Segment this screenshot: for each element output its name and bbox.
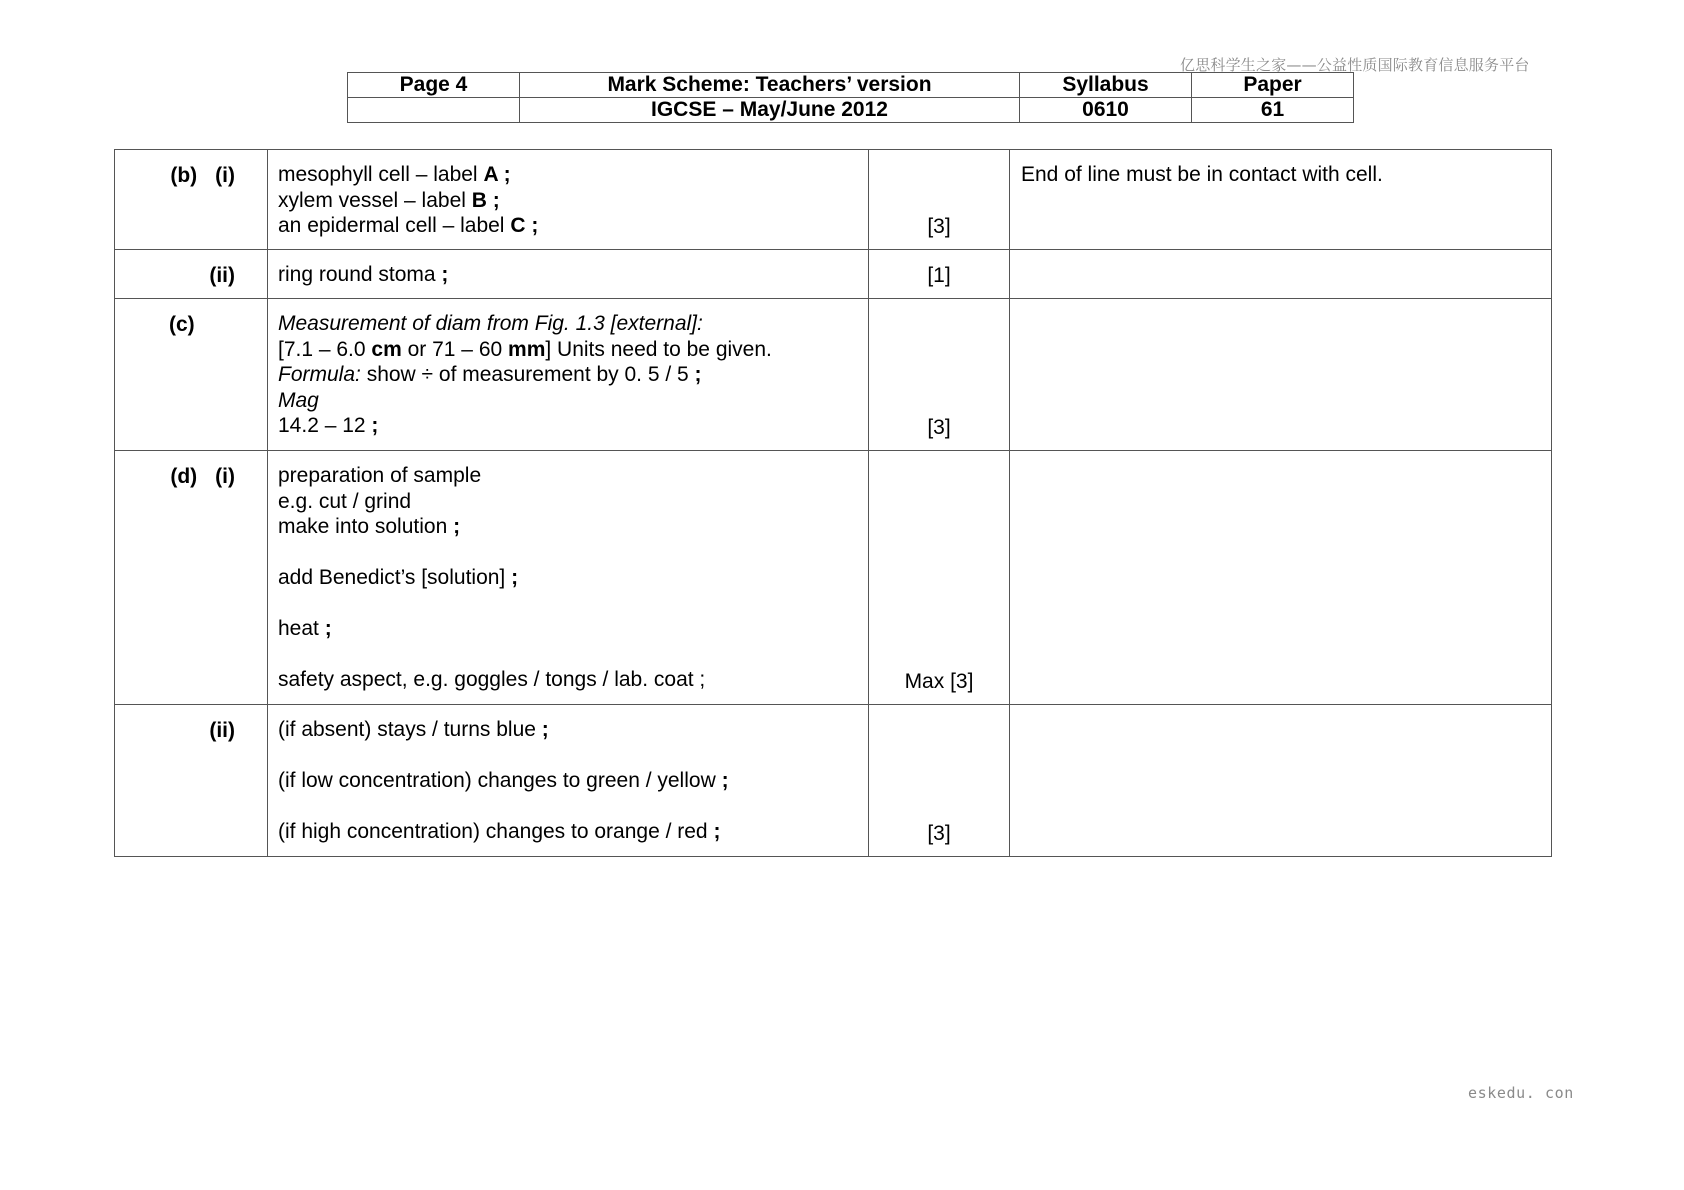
question-number xyxy=(115,705,268,857)
answer-text-bold: ; xyxy=(713,820,721,843)
spacer xyxy=(278,591,858,617)
answer-text: make into solution xyxy=(278,515,454,538)
blank-cell xyxy=(348,98,520,123)
answer-text-bold: ; xyxy=(694,363,702,386)
table-row xyxy=(115,451,1552,705)
answer-text-bold: A ; xyxy=(483,163,511,186)
watermark-top: 亿思科学生之家——公益性质国际教育信息服务平台 xyxy=(1180,56,1530,74)
answer-text-bold: ; xyxy=(324,617,332,640)
unit-mm: mm xyxy=(508,337,546,361)
question-part: (d) xyxy=(170,465,198,488)
spacer xyxy=(278,540,858,566)
guidance-cell xyxy=(1010,451,1552,705)
answer-text-italic: Mag xyxy=(278,388,319,412)
syllabus-code: 0610 xyxy=(1020,98,1192,123)
spacer xyxy=(278,642,858,668)
answer-text: or 71 – 60 xyxy=(401,337,509,361)
answer-text: heat xyxy=(278,617,325,640)
question-subpart: (ii) xyxy=(209,264,235,287)
mark-cell: [3] xyxy=(869,150,1010,250)
answer-text: ] Units need to be given. xyxy=(545,337,772,361)
guidance-cell xyxy=(1010,250,1552,299)
answer-text: (if high concentration) changes to orange / red xyxy=(278,820,714,843)
paper-number: 61 xyxy=(1192,98,1354,123)
table-row xyxy=(115,150,1552,250)
question-part: (c) xyxy=(169,313,195,336)
question-number xyxy=(115,299,268,451)
answer-cell xyxy=(268,705,869,857)
page-number: Page 4 xyxy=(348,73,520,98)
answer-text-italic: Measurement of diam from Fig. 1.3 [external]: xyxy=(278,312,703,335)
answer-text: safety aspect, e.g. goggles / tongs / lab. coat ; xyxy=(278,668,706,691)
guidance-cell xyxy=(1010,299,1552,451)
spacer xyxy=(278,794,858,820)
answer-cell xyxy=(268,299,869,451)
answer-text: [7.1 – 6.0 xyxy=(278,337,372,361)
mark-scheme-table xyxy=(114,149,1552,857)
answer-text: (if low concentration) changes to green / yellow xyxy=(278,769,722,792)
answer-text-bold: ; xyxy=(511,566,519,589)
question-subpart: (i) xyxy=(215,164,235,187)
answer-text-bold: ; xyxy=(441,263,449,286)
syllabus-label: Syllabus xyxy=(1020,73,1192,98)
mark-cell: [3] xyxy=(869,705,1010,857)
answer-text: e.g. cut / grind xyxy=(278,489,412,513)
table-row xyxy=(115,299,1552,451)
answer-text-italic: Formula: xyxy=(278,363,361,386)
table-row xyxy=(115,250,1552,299)
watermark-bottom: eskedu. con xyxy=(1468,1084,1574,1102)
answer-text: ring round stoma xyxy=(278,263,442,286)
table-row xyxy=(115,705,1552,857)
header-table xyxy=(347,72,1354,123)
paper-label: Paper xyxy=(1192,73,1354,98)
answer-cell xyxy=(268,451,869,705)
answer-cell xyxy=(268,150,869,250)
answer-text-bold: B ; xyxy=(471,188,500,212)
mark-cell: [3] xyxy=(869,299,1010,451)
answer-text: (if absent) stays / turns blue xyxy=(278,718,542,741)
answer-text-bold: ; xyxy=(453,515,461,538)
answer-text: xylem vessel – label xyxy=(278,188,472,212)
answer-text: add Benedict’s [solution] xyxy=(278,566,512,589)
question-number xyxy=(115,250,268,299)
question-subpart: (ii) xyxy=(209,719,235,742)
answer-text-bold: ; xyxy=(541,718,549,741)
mark-cell: Max [3] xyxy=(869,451,1010,705)
answer-text: show ÷ of measurement by 0. 5 / 5 xyxy=(360,363,695,386)
question-number xyxy=(115,150,268,250)
answer-text-bold: ; xyxy=(721,769,729,792)
unit-cm: cm xyxy=(371,337,402,361)
question-number xyxy=(115,451,268,705)
question-subpart: (i) xyxy=(215,465,235,488)
answer-text: mesophyll cell – label xyxy=(278,163,484,186)
answer-text-bold: ; xyxy=(371,414,379,437)
answer-text: an epidermal cell – label xyxy=(278,214,511,237)
question-part: (b) xyxy=(170,164,198,187)
spacer xyxy=(278,743,858,769)
answer-cell xyxy=(268,250,869,299)
answer-text: preparation of sample xyxy=(278,464,482,487)
mark-cell: [1] xyxy=(869,250,1010,299)
answer-text-bold: C ; xyxy=(510,214,539,237)
guidance-cell xyxy=(1010,705,1552,857)
guidance-cell: End of line must be in contact with cell. xyxy=(1010,150,1552,250)
exam-session: IGCSE – May/June 2012 xyxy=(520,98,1020,123)
document-title: Mark Scheme: Teachers’ version xyxy=(520,73,1020,98)
answer-text: 14.2 – 12 xyxy=(278,414,372,437)
